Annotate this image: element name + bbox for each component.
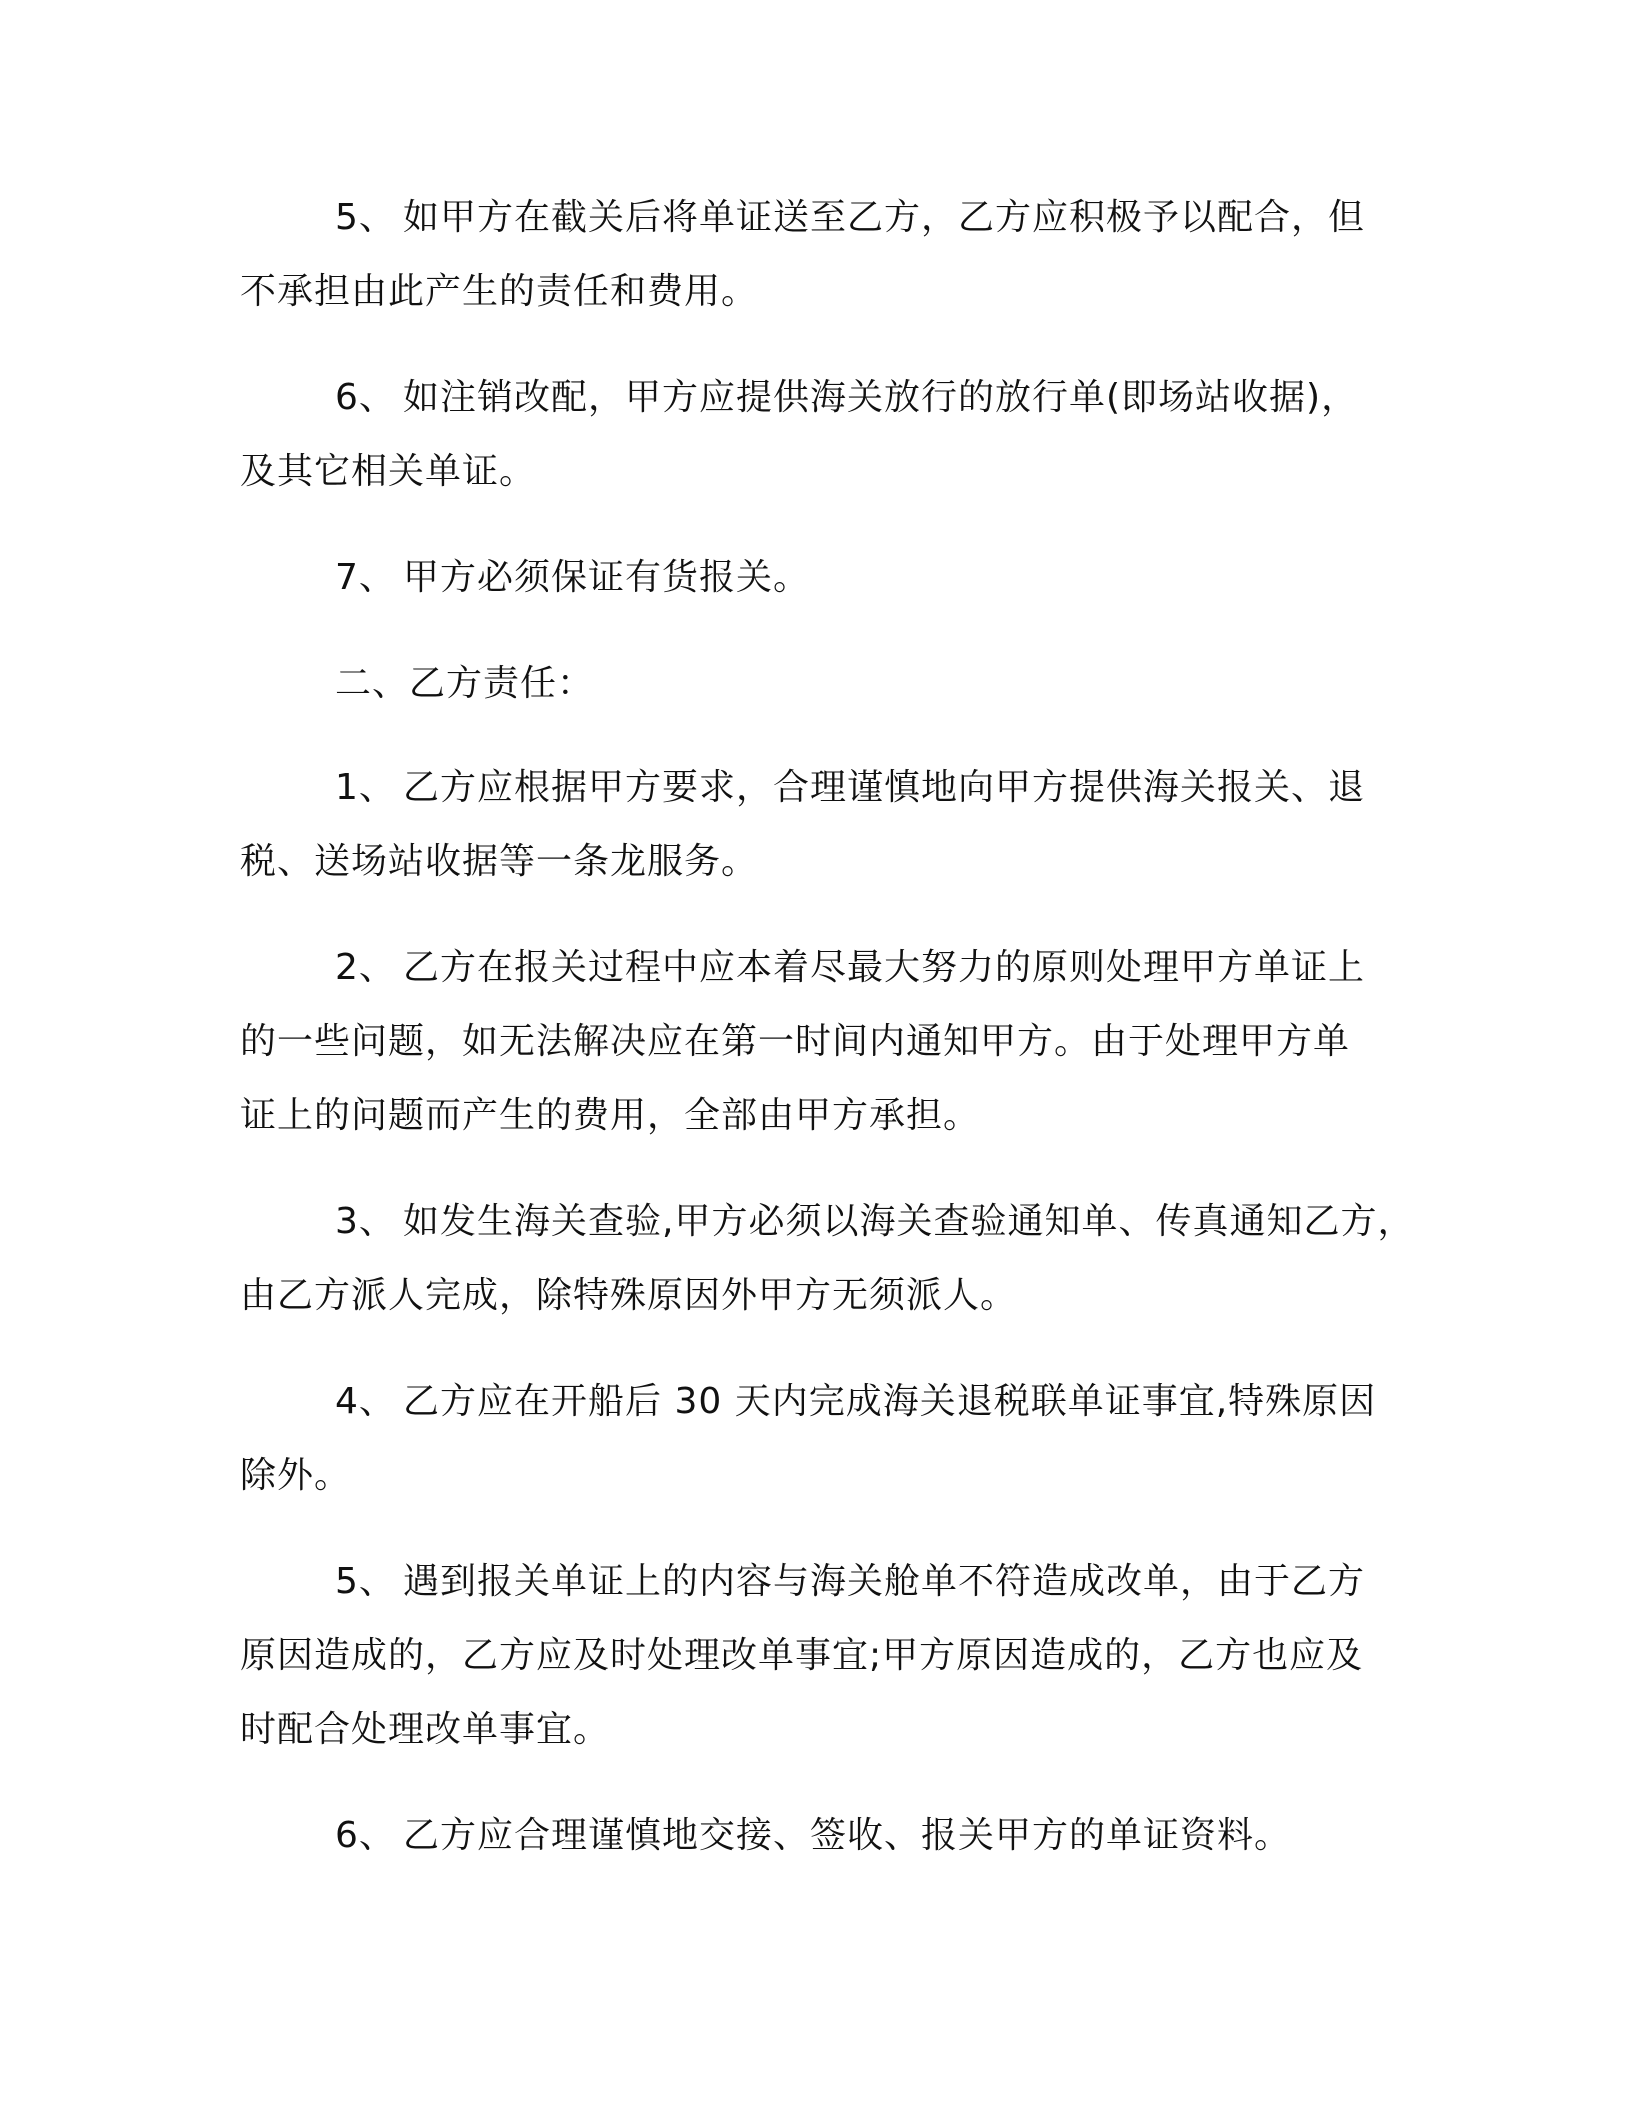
paragraph-line [335, 758, 1365, 818]
paragraph-line [335, 188, 1365, 248]
line-text: 如甲方在截关后将单证送至乙方，乙方应积极予以配合，但 [403, 197, 1366, 238]
paragraph-line [240, 1700, 610, 1760]
item-number: 3、 [335, 1201, 396, 1242]
item-number: 2、 [335, 947, 396, 988]
line-text: 乙方应合理谨慎地交接、签收、报关甲方的单证资料。 [403, 1815, 1292, 1856]
line-text: 遇到报关单证上的内容与海关舱单不符造成改单，由于乙方 [403, 1561, 1366, 1602]
item-number: 4、 [335, 1381, 396, 1422]
heading-text: 二、乙方责任： [335, 663, 595, 704]
line-text: 的一些问题，如无法解决应在第一时间内通知甲方。由于处理甲方单 [240, 1021, 1351, 1062]
line-text: 原因造成的，乙方应及时处理改单事宜;甲方原因造成的，乙方也应及 [240, 1635, 1364, 1676]
item-number: 5、 [335, 197, 396, 238]
paragraph-line [335, 938, 1365, 998]
line-text: 甲方必须保证有货报关。 [403, 557, 811, 598]
line-text: 除外。 [240, 1455, 352, 1496]
paragraph-line [240, 442, 536, 502]
paragraph-line [335, 1372, 1376, 1432]
paragraph-line [240, 1626, 1363, 1686]
line-text: 乙方在报关过程中应本着尽最大努力的原则处理甲方单证上 [403, 947, 1366, 988]
line-text: 如注销改配，甲方应提供海关放行的放行单(即场站收据)， [403, 377, 1359, 418]
paragraph-line [335, 368, 1358, 428]
paragraph-line [335, 1192, 1414, 1252]
line-text: 税、送场站收据等一条龙服务。 [240, 841, 759, 882]
paragraph-line [240, 1446, 351, 1506]
paragraph-line [240, 1086, 980, 1146]
paragraph-line [335, 548, 810, 608]
item-number: 6、 [335, 1815, 396, 1856]
paragraph-line [240, 262, 758, 322]
line-text: 如发生海关查验,甲方必须以海关查验通知单、传真通知乙方， [403, 1201, 1415, 1242]
line-text: 乙方应根据甲方要求，合理谨慎地向甲方提供海关报关、退 [403, 767, 1366, 808]
item-number: 7、 [335, 557, 396, 598]
item-number: 1、 [335, 767, 396, 808]
item-number: 5、 [335, 1561, 396, 1602]
paragraph-line [240, 1266, 1017, 1326]
paragraph-line [240, 1012, 1350, 1072]
item-number: 6、 [335, 377, 396, 418]
line-text: 证上的问题而产生的费用，全部由甲方承担。 [240, 1095, 981, 1136]
line-text: 时配合处理改单事宜。 [240, 1709, 611, 1750]
line-text: 乙方应在开船后 30 天内完成海关退税联单证事宜,特殊原因 [403, 1381, 1377, 1422]
paragraph-line [335, 1552, 1365, 1612]
line-text: 由乙方派人完成，除特殊原因外甲方无须派人。 [240, 1275, 1018, 1316]
paragraph-line [335, 1806, 1291, 1866]
line-text: 及其它相关单证。 [240, 451, 537, 492]
paragraph-line [240, 832, 758, 892]
line-text: 不承担由此产生的责任和费用。 [240, 271, 759, 312]
section-heading [335, 654, 594, 714]
